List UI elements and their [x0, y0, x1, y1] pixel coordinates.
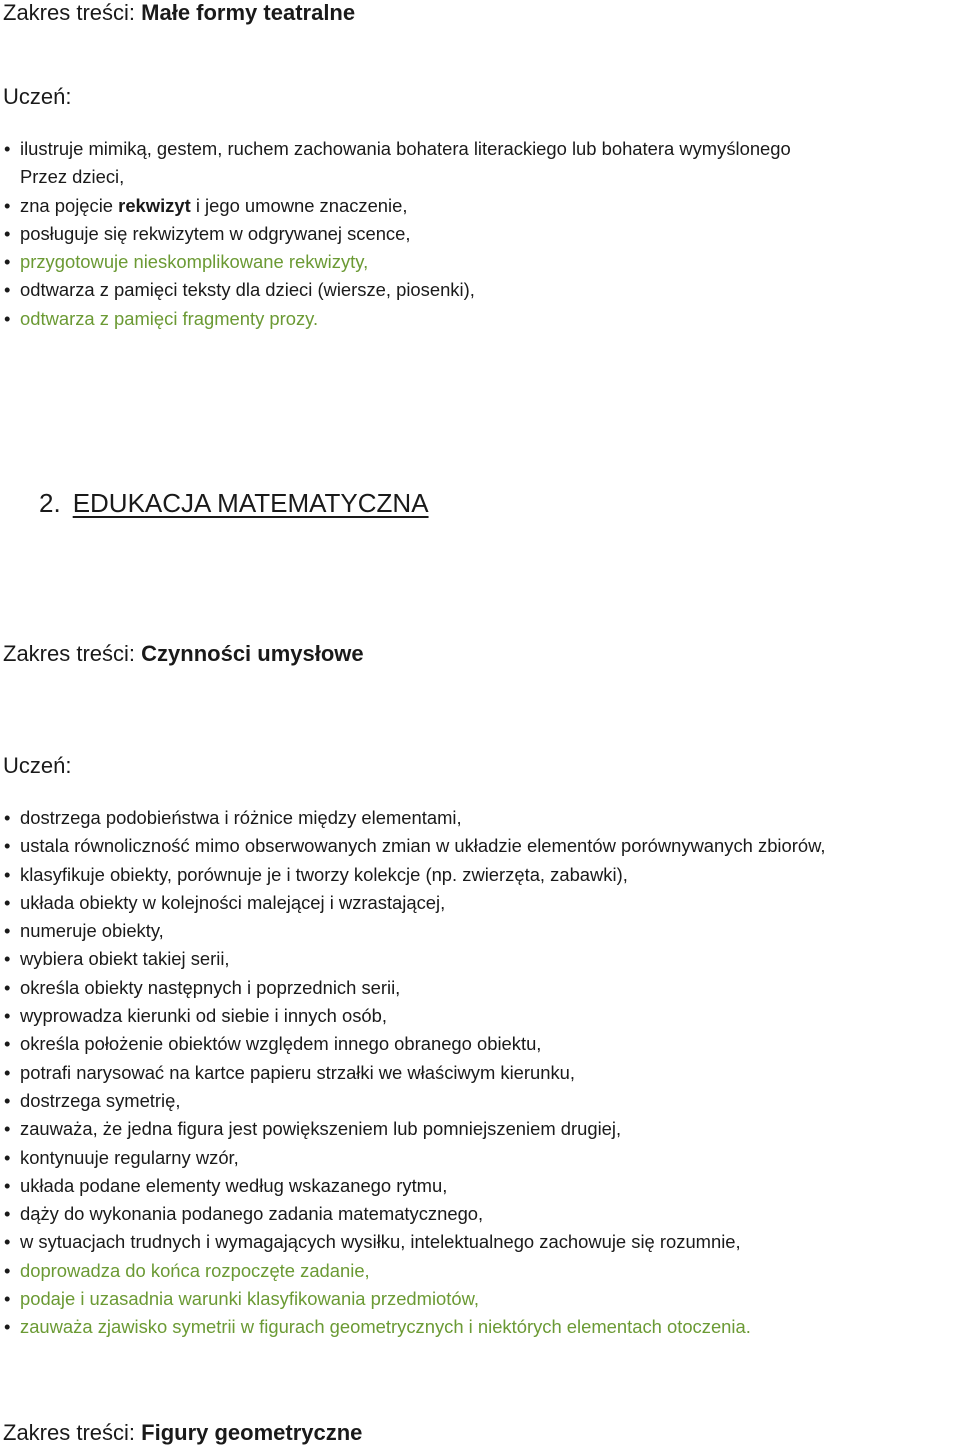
list-item: • zauważa, że jedna figura jest powiększeniem lub pomniejszeniem drugiej,: [0, 1115, 825, 1143]
theatre-skills-list: [0, 135, 791, 333]
list-item: • podaje i uzasadnia warunki klasyfikowania przedmiotów,: [0, 1285, 825, 1313]
list-item: • numeruje obiekty,: [0, 917, 825, 945]
chapter-number: 2.: [39, 488, 61, 518]
list-item: • określa położenie obiektów względem innego obranego obiektu,: [0, 1030, 825, 1058]
bullet-icon: •: [4, 920, 11, 942]
list-item: • układa obiekty w kolejności malejącej i wzrastającej,: [0, 889, 825, 917]
list-item: • zna pojęcie rekwizyt i jego umowne znaczenie,: [0, 192, 791, 220]
list-item: • odtwarza z pamięci fragmenty prozy.: [0, 305, 791, 333]
list-item: • potrafi narysować na kartce papieru strzałki we właściwym kierunku,: [0, 1059, 825, 1087]
list-item: • ustala równoliczność mimo obserwowanych zmian w układzie elementów porównywanych zbiorów,: [0, 832, 825, 860]
bullet-icon: •: [4, 1288, 11, 1310]
list-item: • posługuje się rekwizytem w odgrywanej scence,: [0, 220, 791, 248]
bullet-icon: •: [4, 138, 11, 159]
math-skills-list: [0, 804, 825, 1342]
bullet-icon: •: [4, 1203, 11, 1225]
list-item: • dostrzega podobieństwa i różnice między elementami,: [0, 804, 825, 832]
bullet-icon: •: [4, 1033, 11, 1055]
bullet-icon: •: [4, 863, 11, 885]
list-item: • odtwarza z pamięci teksty dla dzieci (wiersze, piosenki),: [0, 276, 791, 304]
list-item: • wyprowadza kierunki od siebie i innych osób,: [0, 1002, 825, 1030]
section-title-mental: [3, 641, 364, 667]
list-item: • ilustruje mimiką, gestem, ruchem zachowania bohatera literackiego lub bohatera wymyślonego: [0, 135, 791, 163]
bullet-icon: •: [4, 251, 11, 273]
list-item: • dostrzega symetrię,: [0, 1087, 825, 1115]
section-title-geometry: [3, 1420, 362, 1446]
bullet-icon: •: [4, 1005, 11, 1027]
bullet-icon: •: [4, 948, 11, 970]
bullet-icon: •: [4, 307, 11, 329]
section-topic: Figury geometryczne: [141, 1420, 363, 1445]
student-label: Uczeń:: [3, 753, 72, 778]
bullet-icon: •: [4, 835, 11, 857]
bullet-icon: •: [4, 1259, 11, 1281]
bullet-icon: •: [4, 1146, 11, 1168]
section-topic: Czynności umysłowe: [141, 641, 364, 666]
chapter-heading: [39, 486, 429, 520]
bullet-icon: •: [4, 194, 11, 216]
list-item: • przygotowuje nieskomplikowane rekwizyty,: [0, 248, 791, 276]
list-item: • układa podane elementy według wskazanego rytmu,: [0, 1172, 825, 1200]
section-prefix: Zakres treści:: [3, 0, 142, 25]
list-item: • wybiera obiekt takiej serii,: [0, 945, 825, 973]
list-item: • dąży do wykonania podanego zadania matematycznego,: [0, 1200, 825, 1228]
bullet-icon: •: [4, 1316, 11, 1338]
list-item: • określa obiekty następnych i poprzednich serii,: [0, 974, 825, 1002]
section-title-theatre: [3, 0, 355, 26]
bullet-icon: •: [4, 1231, 11, 1253]
bullet-icon: •: [4, 1089, 11, 1111]
section-prefix: Zakres treści:: [3, 1420, 142, 1445]
list-item: • kontynuuje regularny wzór,: [0, 1144, 825, 1172]
bullet-icon: •: [4, 1174, 11, 1196]
bullet-icon: •: [4, 1061, 11, 1083]
list-item-continuation: Przez dzieci,: [20, 166, 125, 188]
list-item: • w sytuacjach trudnych i wymagających wysiłku, intelektualnego zachowuje się rozumnie,: [0, 1228, 825, 1256]
bullet-icon: •: [4, 976, 11, 998]
section-prefix: Zakres treści:: [3, 641, 142, 666]
list-item: • zauważa zjawisko symetrii w figurach geometrycznych i niektórych elementach otoczenia.: [0, 1313, 825, 1341]
bullet-icon: •: [4, 891, 11, 913]
chapter-title: EDUKACJA MATEMATYCZNA: [72, 488, 429, 518]
list-item: • doprowadza do końca rozpoczęte zadanie,: [0, 1257, 825, 1285]
bullet-icon: •: [4, 1118, 11, 1140]
bullet-icon: •: [4, 279, 11, 301]
bullet-icon: •: [4, 222, 11, 244]
bullet-icon: •: [4, 807, 11, 828]
list-item: • klasyfikuje obiekty, porównuje je i tworzy kolekcje (np. zwierzęta, zabawki),: [0, 861, 825, 889]
student-label: Uczeń:: [3, 84, 72, 109]
section-topic: Małe formy teatralne: [141, 0, 356, 25]
